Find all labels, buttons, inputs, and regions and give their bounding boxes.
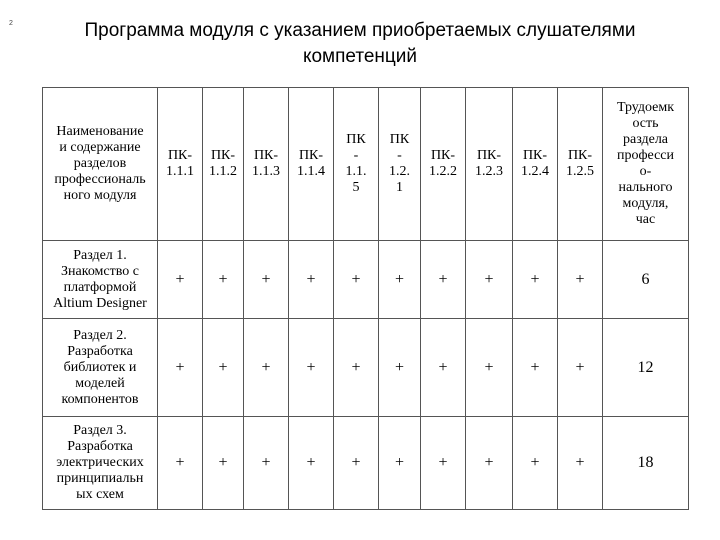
header-pk-1-1-4: ПК- 1.1.4 — [289, 88, 334, 241]
competency-mark: + — [334, 319, 379, 417]
competency-mark: + — [158, 417, 203, 510]
page-title — [0, 18, 720, 70]
table-row — [43, 241, 689, 319]
competency-mark: + — [421, 417, 466, 510]
competency-mark: + — [203, 319, 244, 417]
competency-mark: + — [513, 417, 558, 510]
header-pk-1-2-3: ПК- 1.2.3 — [466, 88, 513, 241]
row-section-name: Раздел 1. Знакомство с платформой Altium Designer — [43, 241, 158, 319]
competency-mark: + — [379, 417, 421, 510]
row-section-name: Раздел 2. Разработка библиотек и моделей компонентов — [43, 319, 158, 417]
header-pk-1-2-1: ПК - 1.2. 1 — [379, 88, 421, 241]
table-row — [43, 417, 689, 510]
header-section-name: Наименование и содержание разделов профессиональ ного модуля — [43, 88, 158, 241]
competency-mark: + — [421, 319, 466, 417]
competency-mark: + — [513, 319, 558, 417]
competency-mark: + — [289, 241, 334, 319]
header-pk-1-1-3: ПК- 1.1.3 — [244, 88, 289, 241]
competency-table — [42, 87, 689, 510]
row-hours: 12 — [603, 319, 689, 417]
header-pk-1-2-5: ПК- 1.2.5 — [558, 88, 603, 241]
row-section-name: Раздел 3. Разработка электрических принципиальн ых схем — [43, 417, 158, 510]
competency-mark: + — [421, 241, 466, 319]
competency-mark: + — [289, 319, 334, 417]
header-pk-1-1-2: ПК- 1.1.2 — [203, 88, 244, 241]
competency-mark: + — [203, 417, 244, 510]
competency-mark: + — [466, 417, 513, 510]
competency-mark: + — [466, 241, 513, 319]
competency-mark: + — [334, 241, 379, 319]
competency-mark: + — [379, 319, 421, 417]
page-title-line-1: Программа модуля с указанием приобретаемых слушателями — [84, 20, 636, 41]
header-pk-1-2-2: ПК- 1.2.2 — [421, 88, 466, 241]
row-hours: 6 — [603, 241, 689, 319]
competency-mark: + — [158, 319, 203, 417]
competency-mark: + — [334, 417, 379, 510]
competency-mark: + — [244, 417, 289, 510]
competency-mark: + — [203, 241, 244, 319]
competency-mark: + — [466, 319, 513, 417]
header-pk-1-1-5: ПК - 1.1. 5 — [334, 88, 379, 241]
competency-mark: + — [289, 417, 334, 510]
competency-mark: + — [558, 319, 603, 417]
page-number-mark: 2 — [9, 20, 13, 27]
competency-mark: + — [513, 241, 558, 319]
competency-mark: + — [558, 417, 603, 510]
competency-mark: + — [379, 241, 421, 319]
page-title-line-2: компетенций — [302, 46, 418, 67]
header-pk-1-2-4: ПК- 1.2.4 — [513, 88, 558, 241]
table-header-row — [43, 88, 689, 241]
row-hours: 18 — [603, 417, 689, 510]
header-hours: Трудоемк ость раздела професси о- нального модуля, час — [603, 88, 689, 241]
table-row — [43, 319, 689, 417]
competency-mark: + — [158, 241, 203, 319]
competency-mark: + — [244, 241, 289, 319]
competency-mark: + — [244, 319, 289, 417]
header-pk-1-1-1: ПК- 1.1.1 — [158, 88, 203, 241]
competency-mark: + — [558, 241, 603, 319]
